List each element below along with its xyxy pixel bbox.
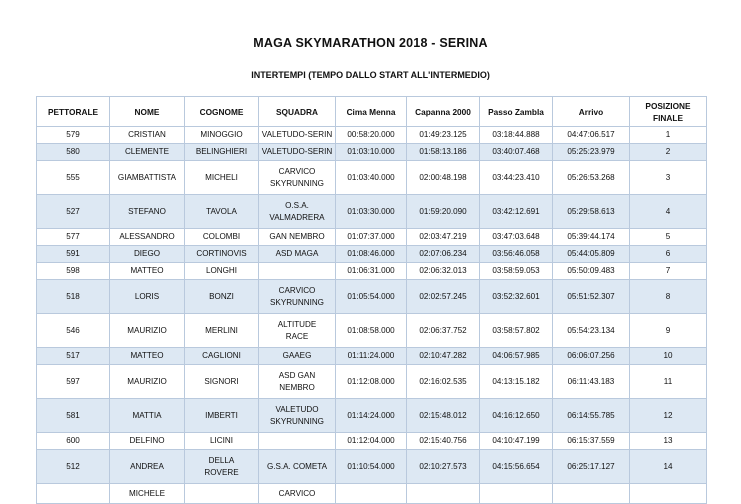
cell-passo-zambla: 03:52:32.601	[480, 280, 553, 314]
column-header-posizione-finale: POSIZIONE FINALE	[630, 97, 707, 127]
cell-posizione: 13	[630, 433, 707, 450]
squadra-line: CARVICO	[278, 488, 316, 498]
column-header-squadra: SQUADRA	[259, 97, 336, 127]
squadra-line: VALETUDO	[275, 404, 319, 414]
cell-nome: MATTEO	[110, 263, 185, 280]
cell-pettorale: 581	[37, 399, 110, 433]
cell-capanna-2000: 02:06:32.013	[407, 263, 480, 280]
cell-cognome	[185, 484, 259, 504]
cell-arrivo: 05:39:44.174	[553, 229, 630, 246]
squadra-line: CARVICO	[278, 285, 316, 295]
cell-pettorale: 591	[37, 246, 110, 263]
page-subtitle: INTERTEMPI (TEMPO DALLO START ALL'INTERMEDIO)	[251, 70, 490, 80]
table-row	[37, 144, 707, 161]
cell-cima-menna: 01:12:04.000	[336, 433, 407, 450]
cell-pettorale: 580	[37, 144, 110, 161]
cell-nome: STEFANO	[110, 195, 185, 229]
cell-cognome: BELINGHIERI	[185, 144, 259, 161]
cell-posizione: 3	[630, 161, 707, 195]
cell-capanna-2000: 02:07:06.234	[407, 246, 480, 263]
cell-pettorale: 512	[37, 450, 110, 484]
cell-cognome: LONGHI	[185, 263, 259, 280]
cell-posizione: 14	[630, 450, 707, 484]
cell-cima-menna: 00:58:20.000	[336, 127, 407, 144]
cognome-line: DELLA	[208, 455, 235, 465]
cell-arrivo: 05:51:52.307	[553, 280, 630, 314]
table-row	[37, 314, 707, 348]
cell-squadra	[259, 365, 336, 399]
cell-cognome: SIGNORI	[185, 365, 259, 399]
cell-cognome: IMBERTI	[185, 399, 259, 433]
column-header-capanna-2000: Capanna 2000	[407, 97, 480, 127]
cell-arrivo: 05:25:23.979	[553, 144, 630, 161]
squadra-line: VALMADRERA	[269, 212, 325, 222]
cell-capanna-2000: 02:15:48.012	[407, 399, 480, 433]
cell-capanna-2000: 01:49:23.125	[407, 127, 480, 144]
cell-squadra	[259, 399, 336, 433]
cell-posizione: 7	[630, 263, 707, 280]
cell-capanna-2000: 02:03:47.219	[407, 229, 480, 246]
cell-nome: LORIS	[110, 280, 185, 314]
table-row	[37, 399, 707, 433]
cell-passo-zambla: 04:15:56.654	[480, 450, 553, 484]
cell-posizione: 11	[630, 365, 707, 399]
cell-passo-zambla	[480, 484, 553, 504]
cell-squadra	[259, 161, 336, 195]
cell-capanna-2000: 02:10:47.282	[407, 348, 480, 365]
cell-capanna-2000: 01:59:20.090	[407, 195, 480, 229]
squadra-line: VALETUDO-SERIN	[261, 130, 333, 139]
cell-posizione: 2	[630, 144, 707, 161]
cell-arrivo: 06:25:17.127	[553, 450, 630, 484]
cell-pettorale: 579	[37, 127, 110, 144]
squadra-line: CARVICO	[278, 166, 316, 176]
cell-passo-zambla: 03:56:46.058	[480, 246, 553, 263]
cell-squadra	[259, 229, 336, 246]
cell-posizione: 1	[630, 127, 707, 144]
table-row	[37, 280, 707, 314]
cell-squadra	[259, 127, 336, 144]
table-row	[37, 433, 707, 450]
cell-arrivo: 05:44:05.809	[553, 246, 630, 263]
cell-nome: MATTIA	[110, 399, 185, 433]
cell-cognome: BONZI	[185, 280, 259, 314]
cell-squadra	[259, 195, 336, 229]
cell-nome: MATTEO	[110, 348, 185, 365]
cell-cognome: CORTINOVIS	[185, 246, 259, 263]
cell-cima-menna: 01:14:24.000	[336, 399, 407, 433]
squadra-line: VALETUDO-SERIN	[261, 147, 333, 156]
cell-passo-zambla: 04:06:57.985	[480, 348, 553, 365]
cell-capanna-2000: 01:58:13.186	[407, 144, 480, 161]
squadra-line: ASD MAGA	[275, 249, 319, 258]
column-header-cima-menna: Cima Menna	[336, 97, 407, 127]
cell-capanna-2000: 02:02:57.245	[407, 280, 480, 314]
table-row	[37, 450, 707, 484]
cell-cognome: COLOMBI	[185, 229, 259, 246]
squadra-line: GAAEG	[282, 351, 312, 360]
cell-capanna-2000: 02:10:27.573	[407, 450, 480, 484]
cell-cima-menna: 01:07:37.000	[336, 229, 407, 246]
cell-squadra	[259, 144, 336, 161]
cell-squadra	[259, 450, 336, 484]
table-row	[37, 127, 707, 144]
cognome-line: ROVERE	[204, 467, 239, 477]
squadra-line: ASD GAN	[278, 370, 316, 380]
cell-cognome	[185, 450, 259, 484]
cell-cima-menna	[336, 484, 407, 504]
cell-cognome: TAVOLA	[185, 195, 259, 229]
cell-pettorale: 598	[37, 263, 110, 280]
cell-squadra	[259, 263, 336, 280]
cell-cognome: MINOGGIO	[185, 127, 259, 144]
cell-pettorale: 597	[37, 365, 110, 399]
cell-cima-menna: 01:03:10.000	[336, 144, 407, 161]
cell-passo-zambla: 03:44:23.410	[480, 161, 553, 195]
squadra-line: RACE	[285, 331, 309, 341]
cell-posizione	[630, 484, 707, 504]
table-row	[37, 229, 707, 246]
cell-cognome: MERLINI	[185, 314, 259, 348]
column-header-cognome: COGNOME	[185, 97, 259, 127]
column-header-arrivo: Arrivo	[553, 97, 630, 127]
cell-passo-zambla: 04:13:15.182	[480, 365, 553, 399]
table-row	[37, 161, 707, 195]
cell-capanna-2000: 02:15:40.756	[407, 433, 480, 450]
table-row	[37, 246, 707, 263]
cell-posizione: 9	[630, 314, 707, 348]
cell-capanna-2000: 02:06:37.752	[407, 314, 480, 348]
cell-posizione: 5	[630, 229, 707, 246]
cell-passo-zambla: 03:18:44.888	[480, 127, 553, 144]
cell-squadra	[259, 433, 336, 450]
cell-arrivo: 04:47:06.517	[553, 127, 630, 144]
cell-posizione: 12	[630, 399, 707, 433]
cell-passo-zambla: 03:47:03.648	[480, 229, 553, 246]
table-row	[37, 365, 707, 399]
cell-arrivo: 05:29:58.613	[553, 195, 630, 229]
cell-arrivo: 06:11:43.183	[553, 365, 630, 399]
squadra-line: SKYRUNNING	[270, 178, 324, 188]
cell-cima-menna: 01:11:24.000	[336, 348, 407, 365]
column-header-pettorale: PETTORALE	[37, 97, 110, 127]
cell-cognome: LICINI	[185, 433, 259, 450]
cell-nome: MAURIZIO	[110, 314, 185, 348]
squadra-line: GAN NEMBRO	[269, 232, 325, 241]
cell-pettorale: 527	[37, 195, 110, 229]
cell-cima-menna: 01:10:54.000	[336, 450, 407, 484]
squadra-line: ALTITUDE	[277, 319, 317, 329]
cell-squadra	[259, 314, 336, 348]
cell-arrivo: 06:15:37.559	[553, 433, 630, 450]
cell-arrivo: 06:06:07.256	[553, 348, 630, 365]
cell-cima-menna: 01:06:31.000	[336, 263, 407, 280]
cell-arrivo: 05:50:09.483	[553, 263, 630, 280]
table-row	[37, 263, 707, 280]
cell-pettorale: 555	[37, 161, 110, 195]
cell-passo-zambla: 03:40:07.468	[480, 144, 553, 161]
cell-capanna-2000	[407, 484, 480, 504]
table-row	[37, 195, 707, 229]
squadra-line: SKYRUNNING	[270, 297, 324, 307]
cell-pettorale: 518	[37, 280, 110, 314]
cell-posizione: 10	[630, 348, 707, 365]
squadra-line: SKYRUNNING	[270, 416, 324, 426]
cell-nome: CLEMENTE	[110, 144, 185, 161]
cell-nome: MAURIZIO	[110, 365, 185, 399]
cell-cognome: MICHELI	[185, 161, 259, 195]
cell-passo-zambla: 04:16:12.650	[480, 399, 553, 433]
cell-cima-menna: 01:05:54.000	[336, 280, 407, 314]
cell-nome: MICHELE	[110, 484, 185, 504]
cell-arrivo: 05:54:23.134	[553, 314, 630, 348]
column-header-passo-zambla: Passo Zambla	[480, 97, 553, 127]
cell-posizione: 6	[630, 246, 707, 263]
table-row	[37, 348, 707, 365]
cell-cima-menna: 01:03:30.000	[336, 195, 407, 229]
cell-nome: DIEGO	[110, 246, 185, 263]
cell-capanna-2000: 02:00:48.198	[407, 161, 480, 195]
cell-capanna-2000: 02:16:02.535	[407, 365, 480, 399]
cell-cima-menna: 01:03:40.000	[336, 161, 407, 195]
cell-nome: CRISTIAN	[110, 127, 185, 144]
cell-passo-zambla: 03:58:57.802	[480, 314, 553, 348]
cell-passo-zambla: 03:42:12.691	[480, 195, 553, 229]
cell-arrivo	[553, 484, 630, 504]
cell-squadra	[259, 484, 336, 504]
cell-nome: GIAMBATTISTA	[110, 161, 185, 195]
cell-nome: DELFINO	[110, 433, 185, 450]
squadra-line: G.S.A. COMETA	[266, 461, 328, 471]
cell-pettorale: 546	[37, 314, 110, 348]
cell-pettorale	[37, 484, 110, 504]
cell-cima-menna: 01:08:46.000	[336, 246, 407, 263]
table-row	[37, 484, 707, 504]
cell-squadra	[259, 348, 336, 365]
results-table	[36, 96, 707, 504]
squadra-line: NEMBRO	[279, 382, 315, 392]
cell-posizione: 4	[630, 195, 707, 229]
cell-pettorale: 517	[37, 348, 110, 365]
cell-pettorale: 577	[37, 229, 110, 246]
cell-passo-zambla: 03:58:59.053	[480, 263, 553, 280]
cell-passo-zambla: 04:10:47.199	[480, 433, 553, 450]
cell-cima-menna: 01:08:58.000	[336, 314, 407, 348]
page-title: MAGA SKYMARATHON 2018 - SERINA	[253, 36, 488, 50]
table-header-row	[37, 97, 707, 127]
cell-squadra	[259, 246, 336, 263]
cell-cognome: CAGLIONI	[185, 348, 259, 365]
cell-posizione: 8	[630, 280, 707, 314]
column-header-nome: NOME	[110, 97, 185, 127]
cell-squadra	[259, 280, 336, 314]
squadra-line: O.S.A.	[285, 200, 309, 210]
cell-nome: ANDREA	[110, 450, 185, 484]
cell-arrivo: 06:14:55.785	[553, 399, 630, 433]
cell-cima-menna: 01:12:08.000	[336, 365, 407, 399]
cell-pettorale: 600	[37, 433, 110, 450]
cell-nome: ALESSANDRO	[110, 229, 185, 246]
cell-arrivo: 05:26:53.268	[553, 161, 630, 195]
